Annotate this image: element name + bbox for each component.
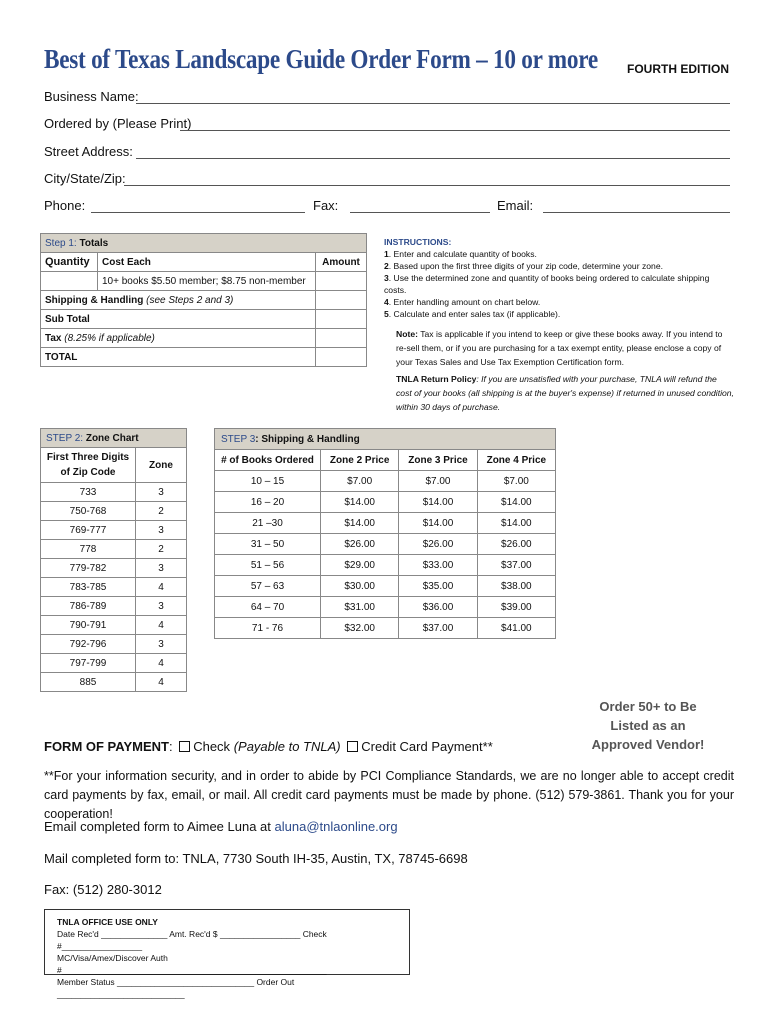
email-line — [44, 819, 398, 834]
phone-label: Phone: — [44, 198, 86, 213]
zone3-header: Zone 3 Price — [399, 450, 477, 471]
zone4-price-cell: $39.00 — [477, 597, 555, 618]
zone-cell: 3 — [136, 635, 187, 654]
zip-range-cell: 778 — [41, 540, 136, 559]
zone-row — [41, 635, 187, 654]
shipping-row — [215, 555, 556, 576]
step1-header — [41, 234, 367, 253]
zone-row — [41, 654, 187, 673]
zone-cell: 4 — [136, 654, 187, 673]
email-line-prefix: Email completed form to Aimee Luna at — [44, 819, 275, 834]
security-note: **For your information security, and in order to abide by PCI Compliance Standards, we are no longer able to accept credit card payments by fax, email, or mail. All credit card payments must be made by phone. (512) 579-3861. Thank you for your cooperation! — [44, 769, 734, 821]
note-text: Tax is applicable if you intend to keep or give these books away. If you intend to re-sell them, or if you are purchasing for a tax exempt entity, please enclose a copy of your Texas Sales and Use Tax Exemption Certification form. — [396, 329, 723, 367]
zone-row — [41, 502, 187, 521]
instruction-item — [384, 248, 734, 260]
instruction-text: . Use the determined zone and quantity of books being ordered to calculate shipping costs. — [384, 273, 710, 295]
shipping-amount-cell[interactable] — [316, 291, 367, 310]
zone4-header: Zone 4 Price — [477, 450, 555, 471]
books-range-cell: 10 – 15 — [215, 471, 321, 492]
instruction-number: 5 — [384, 309, 389, 319]
zone-cell: 2 — [136, 502, 187, 521]
price-text: 10+ books $5.50 member; $8.75 non-member — [98, 272, 316, 291]
zone-row — [41, 597, 187, 616]
instruction-item — [384, 260, 734, 272]
zone-row — [41, 578, 187, 597]
vendor-note-line2: Listed as an — [610, 718, 686, 733]
instruction-item — [384, 272, 734, 296]
step3-header — [215, 429, 556, 450]
zone4-price-cell: $14.00 — [477, 513, 555, 534]
tax-label: Tax — [45, 332, 62, 344]
zone4-price-cell: $37.00 — [477, 555, 555, 576]
zone3-price-cell: $36.00 — [399, 597, 477, 618]
books-range-cell: 71 - 76 — [215, 618, 321, 639]
tax-note-paragraph — [396, 327, 734, 369]
page-title: Best of Texas Landscape Guide Order Form – 10 or more — [44, 44, 598, 74]
zone3-price-cell: $35.00 — [399, 576, 477, 597]
vendor-note — [583, 697, 713, 754]
amount-header: Amount — [316, 253, 367, 272]
tax-row-label — [41, 329, 316, 348]
zone-cell: 3 — [136, 521, 187, 540]
zip-range-cell: 733 — [41, 483, 136, 502]
zone2-price-cell: $14.00 — [321, 492, 399, 513]
totals-table — [40, 233, 367, 367]
zone2-price-cell: $32.00 — [321, 618, 399, 639]
books-range-cell: 16 – 20 — [215, 492, 321, 513]
fax-label: Fax: — [313, 198, 339, 213]
shipping-label: Shipping & Handling — [45, 294, 144, 306]
step3-name: : Shipping & Handling — [255, 433, 360, 445]
office-use-box — [44, 909, 410, 999]
fax-field[interactable] — [350, 212, 490, 213]
ordered-by-label: Ordered by (Please Print) — [44, 116, 192, 131]
zone2-price-cell: $7.00 — [321, 471, 399, 492]
shipping-row — [215, 513, 556, 534]
instruction-text: . Enter handling amount on chart below. — [388, 297, 541, 307]
zone-row — [41, 540, 187, 559]
zip-range-cell: 779-782 — [41, 559, 136, 578]
vendor-note-line3: Approved Vendor! — [591, 737, 705, 752]
instruction-number: 2 — [384, 261, 389, 271]
total-amount-cell[interactable] — [316, 348, 367, 367]
instruction-text: . Enter and calculate quantity of books. — [388, 249, 537, 259]
books-range-cell: 21 –30 — [215, 513, 321, 534]
zone-cell: 4 — [136, 673, 187, 692]
zip-range-cell: 783-785 — [41, 578, 136, 597]
payment-label: FORM OF PAYMENT — [44, 739, 169, 754]
step2-label: STEP 2: — [46, 432, 84, 444]
mail-line: Mail completed form to: TNLA, 7730 South IH-35, Austin, TX, 78745-6698 — [44, 851, 468, 866]
street-label: Street Address: — [44, 144, 133, 159]
books-range-cell: 51 – 56 — [215, 555, 321, 576]
instruction-item — [384, 308, 734, 320]
subtotal-amount-cell[interactable] — [316, 310, 367, 329]
zone4-price-cell: $26.00 — [477, 534, 555, 555]
step2-header — [41, 429, 187, 448]
instruction-item — [384, 296, 734, 308]
office-line2: MC/Visa/Amex/Discover Auth #________________________________________________________ — [57, 953, 327, 975]
step1-name: Totals — [79, 237, 109, 249]
zone-chart-table — [40, 428, 187, 692]
books-amount-cell[interactable] — [316, 272, 367, 291]
step1-label: Step 1: — [45, 237, 77, 249]
check-note: (Payable to TNLA) — [233, 739, 341, 754]
zone3-price-cell: $26.00 — [399, 534, 477, 555]
zone3-price-cell: $14.00 — [399, 513, 477, 534]
check-label: Check — [193, 739, 231, 754]
email-field[interactable] — [543, 212, 730, 213]
step2-name: Zone Chart — [85, 432, 139, 444]
zone2-header: Zone 2 Price — [321, 450, 399, 471]
zone-row — [41, 559, 187, 578]
zip-range-cell: 792-796 — [41, 635, 136, 654]
shipping-row — [215, 618, 556, 639]
credit-card-label: Credit Card Payment** — [361, 739, 493, 754]
zone2-price-cell: $30.00 — [321, 576, 399, 597]
zone2-price-cell: $26.00 — [321, 534, 399, 555]
zone3-price-cell: $37.00 — [399, 618, 477, 639]
total-label: TOTAL — [41, 348, 316, 367]
quantity-cell[interactable] — [41, 272, 98, 291]
books-range-cell: 64 – 70 — [215, 597, 321, 618]
shipping-row — [215, 576, 556, 597]
note-label: Note: — [396, 329, 418, 339]
shipping-note: (see Steps 2 and 3) — [146, 294, 234, 306]
payment-row — [44, 739, 493, 754]
zone-cell: 4 — [136, 616, 187, 635]
office-title: TNLA OFFICE USE ONLY — [57, 917, 158, 927]
email-label: Email: — [497, 198, 534, 213]
return-policy — [396, 372, 734, 414]
zone4-price-cell: $7.00 — [477, 471, 555, 492]
shipping-row — [215, 534, 556, 555]
ordered-by-field[interactable] — [180, 130, 730, 131]
return-policy-text: : If you are unsatisfied with your purchase, TNLA will refund the cost of your books (all shipping is at the buyer's expense) if returned in unused condition, within 30 days of purchase. — [396, 374, 734, 412]
zip-header: First Three Digits of Zip Code — [41, 448, 136, 483]
business-name-field[interactable] — [136, 103, 730, 104]
zone3-price-cell: $7.00 — [399, 471, 477, 492]
return-policy-label: TNLA Return Policy — [396, 374, 477, 384]
zone3-price-cell: $33.00 — [399, 555, 477, 576]
instruction-number: 4 — [384, 297, 389, 307]
zone-cell: 2 — [136, 540, 187, 559]
credit-card-checkbox[interactable] — [347, 741, 358, 752]
zone-row — [41, 483, 187, 502]
shipping-row — [215, 492, 556, 513]
zone-cell: 3 — [136, 483, 187, 502]
instruction-number: 1 — [384, 249, 389, 259]
instructions-heading: INSTRUCTIONS: — [384, 237, 452, 247]
zone4-price-cell: $14.00 — [477, 492, 555, 513]
zip-range-cell: 790-791 — [41, 616, 136, 635]
tax-amount-cell[interactable] — [316, 329, 367, 348]
books-ordered-header: # of Books Ordered — [215, 450, 321, 471]
zone4-price-cell: $41.00 — [477, 618, 555, 639]
check-checkbox[interactable] — [179, 741, 190, 752]
zone-cell: 4 — [136, 578, 187, 597]
office-line1: Date Rec'd ______________ Amt. Rec'd $ _________________ Check #_________________ — [57, 929, 327, 951]
office-line3: Member Status _____________________________ Order Out ___________________________ — [57, 977, 295, 999]
city-field[interactable] — [124, 185, 730, 186]
instructions — [384, 236, 734, 320]
quantity-header: Quantity — [41, 253, 98, 272]
cost-each-header: Cost Each — [98, 253, 316, 272]
fax-line: Fax: (512) 280-3012 — [44, 882, 162, 897]
zone2-price-cell: $14.00 — [321, 513, 399, 534]
zone-cell: 3 — [136, 559, 187, 578]
phone-field[interactable] — [91, 212, 305, 213]
email-link[interactable]: aluna@tnlaonline.org — [274, 819, 398, 834]
zip-range-cell: 797-799 — [41, 654, 136, 673]
tax-note: (8.25% if applicable) — [64, 332, 155, 344]
books-range-cell: 31 – 50 — [215, 534, 321, 555]
zone4-price-cell: $38.00 — [477, 576, 555, 597]
books-range-cell: 57 – 63 — [215, 576, 321, 597]
zone3-price-cell: $14.00 — [399, 492, 477, 513]
shipping-row — [215, 471, 556, 492]
instruction-text: . Calculate and enter sales tax (if applicable). — [388, 309, 561, 319]
city-label: City/State/Zip: — [44, 171, 126, 186]
zip-range-cell: 885 — [41, 673, 136, 692]
zone-row — [41, 616, 187, 635]
subtotal-label: Sub Total — [41, 310, 316, 329]
step3-label: STEP 3 — [221, 433, 256, 445]
zone-row — [41, 521, 187, 540]
zip-range-cell: 769-777 — [41, 521, 136, 540]
zone-cell: 3 — [136, 597, 187, 616]
zone2-price-cell: $29.00 — [321, 555, 399, 576]
vendor-note-line1: Order 50+ to Be — [599, 699, 697, 714]
shipping-table — [214, 428, 556, 639]
zone2-price-cell: $31.00 — [321, 597, 399, 618]
edition-label: FOURTH EDITION — [627, 62, 729, 76]
zip-range-cell: 786-789 — [41, 597, 136, 616]
shipping-row — [215, 597, 556, 618]
street-field[interactable] — [136, 158, 730, 159]
payment-colon: : — [168, 739, 173, 754]
instruction-number: 3 — [384, 273, 389, 283]
zone-header: Zone — [136, 448, 187, 483]
business-name-label: Business Name: — [44, 89, 139, 104]
instruction-text: . Based upon the first three digits of your zip code, determine your zone. — [388, 261, 663, 271]
zip-range-cell: 750-768 — [41, 502, 136, 521]
zone-row — [41, 673, 187, 692]
shipping-row-label — [41, 291, 316, 310]
